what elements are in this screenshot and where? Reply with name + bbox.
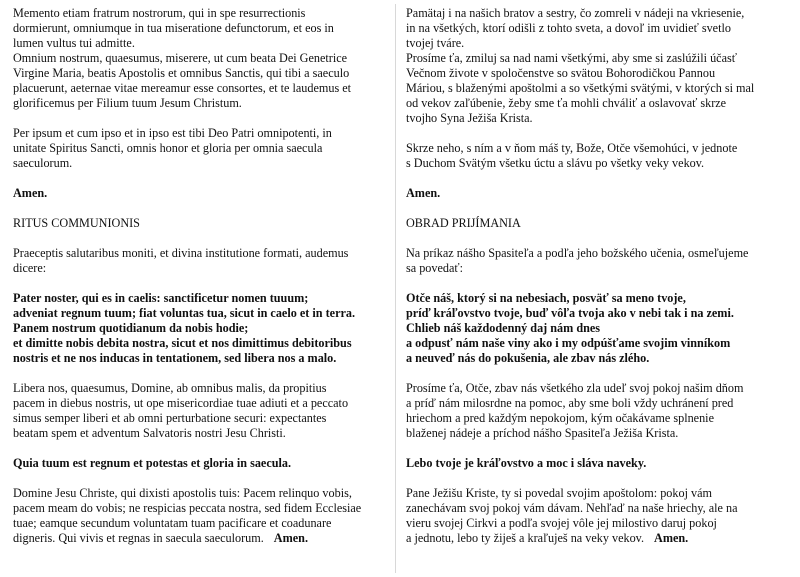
pamataj-paragraph [406,6,790,51]
otce-nas-line: a neuveď nás do pokušenia, ale zbav nás zlého. [406,351,650,365]
pater-noster-line: et dimitte nobis debita nostra, sicut et nos dimittimus debitoribus [13,336,352,350]
prosime-zbav-line: Prosíme ťa, Otče, zbav nás všetkého zla udeľ svoj pokoj našim dňom [406,381,744,395]
praeceptis-paragraph [13,246,385,276]
na-prikaz-paragraph [406,246,790,276]
prosime-zbav-line: hriechom a pred každým nepokojom, kým očakávame splnenie [406,411,714,425]
prosime-zbav-line: blaženej nádeje a príchod nášho Spasiteľa Ježiša Krista. [406,426,679,440]
otce-nas-paragraph [406,291,790,366]
pater-noster-line: nostris et ne nos inducas in tentationem, sed libera nos a malo. [13,351,337,365]
skrze-line: Skrze neho, s ním a v ňom máš ty, Bože, Otče všemohúci, v jednote [406,141,738,155]
pane-jezisu-line: vieru svojej Cirkvi a podľa svojej vôle jej milostivo daruj pokoj [406,516,717,530]
pamataj-line: tvojej tváre. [406,36,465,50]
prosime-zbav-paragraph [406,381,790,441]
memento-line: lumen vultus tui admitte. [13,36,135,50]
prosime-line: tvojho Syna Ježiša Krista. [406,111,533,125]
libera-line: pacem in diebus nostris, ut ope misericordiae tuae adiuti et a peccato [13,396,349,410]
memento-line: dormierunt, omniumque in tua miseratione defunctorum, et eos in [13,21,334,35]
libera-paragraph [13,381,385,441]
prosime-line: od vekov zaľúbenie, žeby sme ťa mohli chváliť a oslavovať skrze [406,96,727,110]
na-prikaz-line: sa povedať: [406,261,463,275]
per-ipsum-line: Per ipsum et cum ipso et in ipso est tibi Deo Patri omnipotenti, in [13,126,332,140]
prosime-line: Prosíme ťa, zmiluj sa nad nami všetkými, aby sme si zaslúžili účasť [406,51,737,65]
pamataj-line: Pamätaj i na našich bratov a sestry, čo zomreli v nádeji na vkriesenie, [406,6,745,20]
per-ipsum-line: saeculorum. [13,156,73,170]
omnium-line: placuerunt, aeternae vitae mereamur esse consortes, et te laudemus et [13,81,352,95]
pamataj-line: in na všetkých, ktorí odišli z tohto sveta, a dovoľ im uvidieť svetlo [406,21,731,35]
amen-slovak: Amen. [406,186,441,200]
quia-tuum-doxology: Quia tuum est regnum et potestas et gloria in saecula. [13,456,292,470]
prosime-zbav-line: a príď nám milosrdne na pomoc, aby sme boli vždy uchránení pred [406,396,734,410]
pane-jezisu-line [406,531,790,546]
domine-jesu-line [13,531,385,546]
na-prikaz-line: Na príkaz nášho Spasiteľa a podľa jeho božského učenia, osmeľujeme [406,246,749,260]
ritus-communionis-heading: RITUS COMMUNIONIS [13,216,140,230]
pater-noster-paragraph [13,291,385,366]
otce-nas-line: príď kráľovstvo tvoje, buď vôľa tvoja ako v nebi tak i na zemi. [406,306,734,320]
libera-line: simus semper liberi et ab omni perturbatione securi: expectantes [13,411,327,425]
amen-inline-latin: Amen. [273,531,308,545]
prosime-line: Máriou, s blaženými apoštolmi a so všetkými svätými, v ktorých si mal [406,81,755,95]
slovak-column [406,6,790,561]
otce-nas-line: Chlieb náš každodenný daj nám dnes [406,321,601,335]
amen-inline-slovak: Amen. [654,531,689,545]
domine-jesu-line: tuae; eamque secundum voluntatam tuam pacificare et coadunare [13,516,332,530]
domine-jesu-line: Domine Jesu Christe, qui dixisti apostolis tuis: Pacem relinquo vobis, [13,486,352,500]
pater-noster-line: Panem nostrum quotidianum da nobis hodie; [13,321,249,335]
libera-line: Libera nos, quaesumus, Domine, ab omnibus malis, da propitius [13,381,327,395]
per-ipsum-line: unitate Spiritus Sancti, omnis honor et gloria per omnia saecula [13,141,323,155]
pane-jezisu-paragraph [406,486,790,546]
omnium-line: Virgine Maria, beatis Apostolis et omnibus Sanctis, qui tibi a saeculo [13,66,350,80]
domine-jesu-line: pacem meam do vobis; ne respicias peccata nostra, sed fidem Ecclesiae [13,501,362,515]
omnium-line: Omnium nostrum, quaesumus, miserere, ut cum beata Dei Genetrice [13,51,348,65]
pater-noster-line: Pater noster, qui es in caelis: sanctificetur nomen tuuum; [13,291,309,305]
per-ipsum-paragraph [13,126,385,171]
domine-jesu-paragraph [13,486,385,546]
latin-column [13,6,385,561]
praeceptis-line: Praeceptis salutaribus moniti, et divina institutione formati, audemus [13,246,349,260]
omnium-line: glorificemus per Filium tuum Jesum Christum. [13,96,242,110]
skrze-line: s Duchom Svätým všetku úctu a slávu po všetky veky vekov. [406,156,705,170]
pane-jezisu-line: zanechávam svoj pokoj vám dávam. Nehľaď na naše hriechy, ale na [406,501,738,515]
prosime-paragraph [406,51,790,126]
memento-line: Memento etiam fratrum nostrorum, qui in spe resurrectionis [13,6,306,20]
pater-noster-line: adveniat regnum tuum; fiat voluntas tua, sicut in caelo et in terra. [13,306,356,320]
memento-paragraph [13,6,385,51]
column-divider [395,4,396,573]
otce-nas-line: Otče náš, ktorý si na nebesiach, posväť sa meno tvoje, [406,291,686,305]
otce-nas-line: a odpusť nám naše viny ako i my odpúšťame svojim vinníkom [406,336,731,350]
amen-latin: Amen. [13,186,48,200]
pane-jezisu-last-text: a jednotu, lebo ty žiješ a kraľuješ na veky vekov. [406,531,645,545]
libera-line: beatam spem et adventum Salvatoris nostri Jesu Christi. [13,426,286,440]
domine-jesu-last-text: digneris. Qui vivis et regnas in saecula saeculorum. [13,531,264,545]
prosime-line: Večnom živote v spoločenstve so svätou Bohorodičkou Pannou [406,66,716,80]
praeceptis-line: dicere: [13,261,47,275]
omnium-paragraph [13,51,385,111]
pane-jezisu-line: Pane Ježišu Kriste, ty si povedal svojim apoštolom: pokoj vám [406,486,713,500]
obrad-prijimania-heading: OBRAD PRIJÍMANIA [406,216,521,230]
skrze-paragraph [406,141,790,171]
lebo-doxology: Lebo tvoje je kráľovstvo a moc i sláva naveky. [406,456,647,470]
